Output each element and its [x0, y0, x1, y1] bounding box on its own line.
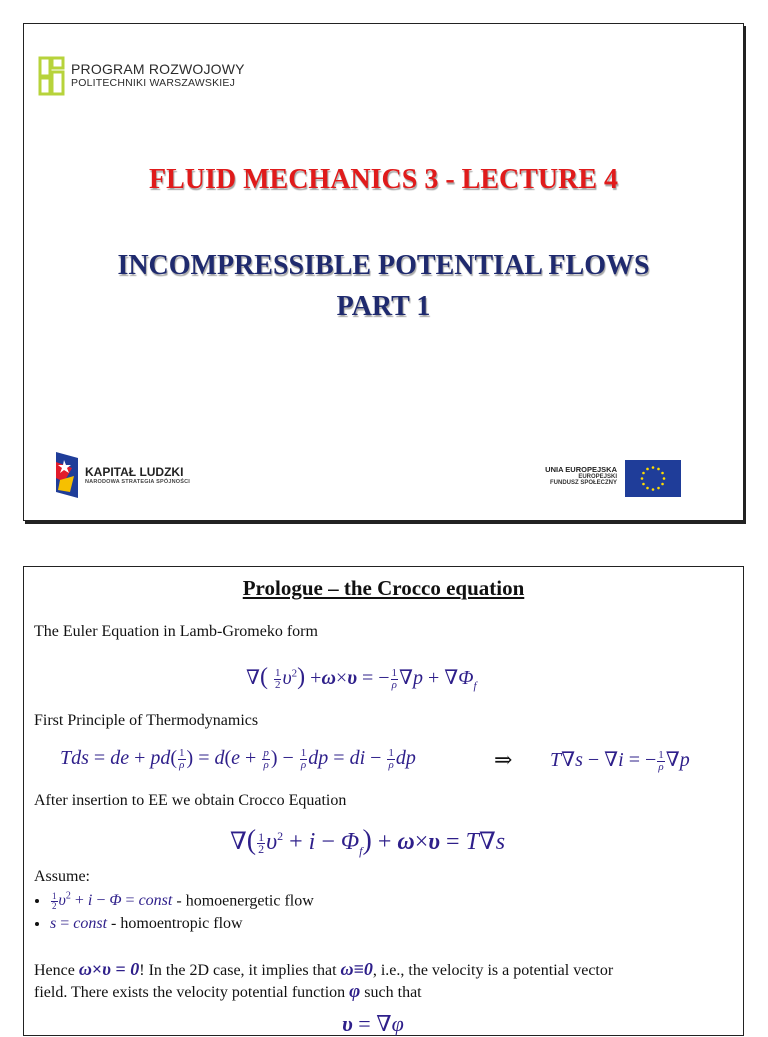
paragraph-hence: Hence ω×υ = 0! In the 2D case, it implies that ω≡0, i.e., the velocity is a potential vector field. There exists the velocity potential function φ such that [34, 959, 614, 1002]
list-item: • $\frac{1}{2}$ $\upsilon^2 + i - \Phi$ = const - homoenergetic flow [50, 891, 314, 911]
kapital-ludzki-subtitle: NARODOWA STRATEGIA SPÓJNOŚCI [85, 479, 191, 485]
paragraph-assume: Assume: [34, 868, 90, 885]
hence-text-c: , i.e., the velocity is a potential vector [372, 962, 614, 979]
eu-star-icon [657, 487, 660, 490]
paragraph-euler: The Euler Equation in Lamb-Gromeko form [34, 623, 318, 640]
bullet-1-description: - homoenergetic flow [176, 892, 314, 910]
eu-star-icon [657, 468, 660, 471]
assumptions-list [36, 891, 314, 937]
eu-star-icon [646, 468, 649, 471]
eu-star-icon [646, 487, 649, 490]
hence-text-b: ! In the 2D case, it implies that [139, 962, 337, 979]
eu-line-1: UNIA EUROPEJSKA [545, 465, 617, 474]
eu-star-icon [642, 483, 645, 486]
kapital-ludzki-icon [52, 452, 78, 498]
slide-title: Prologue – the Crocco equation [242, 576, 525, 600]
eu-star-icon [642, 472, 645, 475]
hence-text-a: Hence [34, 962, 75, 979]
eu-flag-icon [625, 460, 681, 497]
logo-line-2: POLITECHNIKI WARSZAWSKIEJ [71, 77, 236, 89]
paragraph-insertion: After insertion to EE we obtain Crocco Equation [34, 792, 347, 809]
hence-text-e: such that [364, 984, 422, 1001]
logo-line-1: PROGRAM ROZWOJOWY [71, 61, 245, 77]
title-slide [23, 23, 744, 521]
program-rozwojowy-logo [38, 56, 245, 96]
eu-line-2: EUROPEJSKI [578, 474, 617, 480]
equation-crocco: ∇( $\frac{1}{2}$ $\upsilon^2 + i - \Phi_f) + \omega\times\upsilon = T\nabla s$ [230, 825, 506, 858]
lecture-subtitle-line-2: PART 1 [336, 291, 431, 322]
equation-first-principle: Tds = de + pd( $\frac{1}{\rho}$ ) = d(e + $\frac{p}{\rho}$ ) − $\frac{1}{\rho}$ dp = di − $\frac{1}{\rho}$ dp [60, 746, 416, 771]
implies-arrow: ⇒ [494, 747, 513, 772]
pw-logo-icon [38, 56, 66, 96]
hence-text-d: field. There exists the velocity potential function [34, 984, 346, 1001]
eu-star-icon [652, 466, 655, 469]
list-item: • s = const - homoentropic flow [50, 915, 314, 933]
eu-star-icon [652, 488, 655, 491]
lecture-title: FLUID MECHANICS 3 - LECTURE 4 [148, 164, 619, 195]
eu-text-block [545, 465, 617, 486]
eu-star-icon [663, 477, 666, 480]
equation-potential-partial: υ = ∇φ [342, 1011, 404, 1036]
eu-star-icon [641, 477, 644, 480]
equation-lamb-gromeko: ∇( $\frac{1}{2}$ $\upsilon^2) +\omega\times\upsilon$ = − $\frac{1}{\rho}$ $\nabla p + \nabla\Phi_f$ [246, 664, 477, 692]
eu-star-icon [661, 472, 664, 475]
equation-gradient-entropy: T∇s − ∇i = − $\frac{1}{\rho}$ ∇p [550, 748, 690, 773]
content-slide [23, 566, 744, 1036]
kapital-ludzki-name: KAPITAŁ LUDZKI [85, 465, 184, 479]
paragraph-thermo: First Principle of Thermodynamics [34, 712, 259, 729]
kapital-ludzki-logo [52, 452, 190, 498]
eu-line-3: FUNDUSZ SPOŁECZNY [549, 480, 617, 486]
bullet-2-description: - homoentropic flow [111, 915, 243, 933]
lecture-subtitle-line-1: INCOMPRESSIBLE POTENTIAL FLOWS [117, 250, 650, 281]
eu-star-icon [661, 483, 664, 486]
